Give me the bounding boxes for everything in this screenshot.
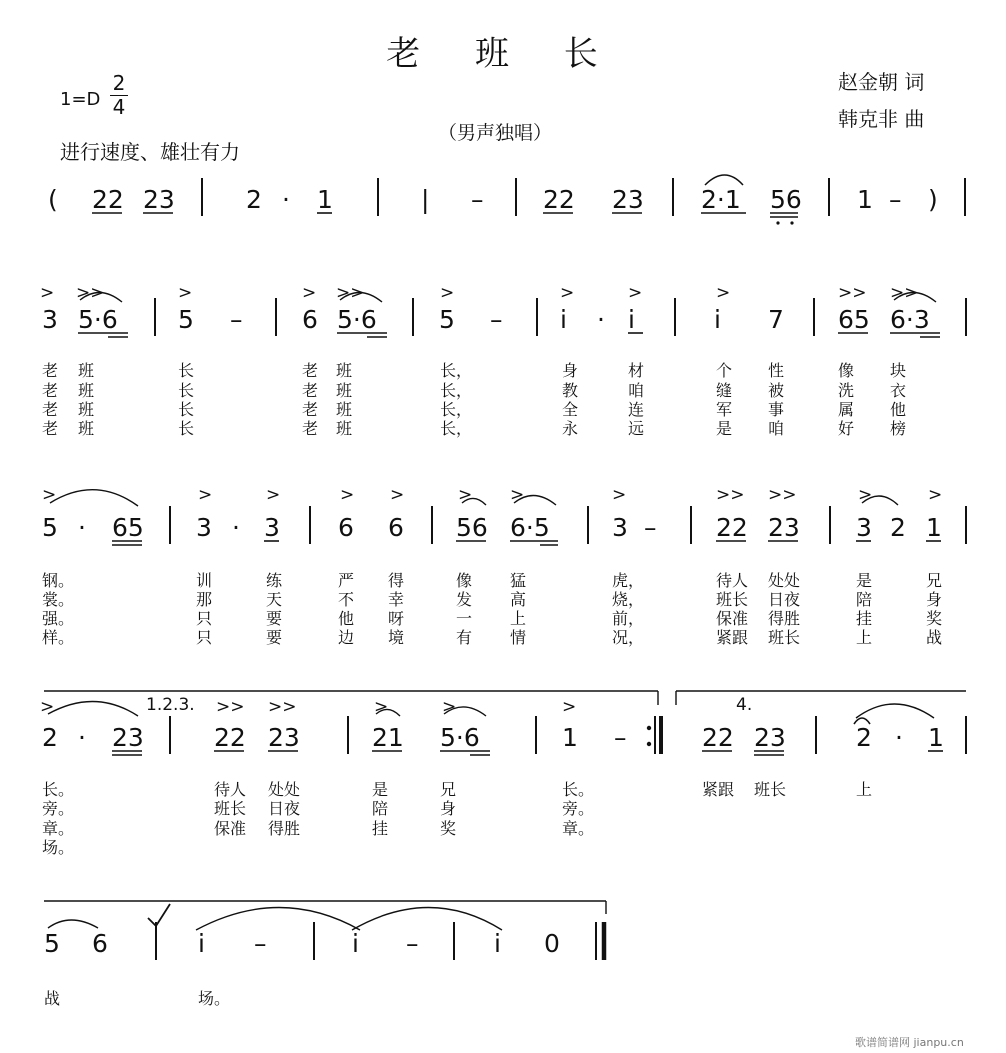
lyric-word: 得 bbox=[388, 571, 405, 590]
note: 22 bbox=[716, 513, 748, 542]
lyric-word: 永 bbox=[562, 419, 579, 438]
lyric-word: 老 bbox=[302, 361, 319, 380]
note: · bbox=[895, 723, 903, 752]
lyric-word: 身 bbox=[440, 799, 457, 818]
lyric-word: 身 bbox=[562, 361, 579, 380]
note: i bbox=[352, 929, 359, 958]
lyric-word: 咱 bbox=[768, 419, 785, 438]
lyric-word: 是 bbox=[372, 780, 389, 799]
note: 22 bbox=[702, 723, 734, 752]
lyrics-row-4 bbox=[42, 780, 872, 857]
lyric-word: 是 bbox=[856, 571, 873, 590]
note: 65 bbox=[838, 305, 870, 334]
note: 6 bbox=[338, 513, 354, 542]
note: | bbox=[421, 185, 430, 214]
lyric-word: 处处 bbox=[768, 571, 801, 590]
note: · bbox=[232, 513, 240, 542]
lyric-word: 班 bbox=[78, 381, 95, 400]
note: 3 bbox=[196, 513, 212, 542]
note: i bbox=[494, 929, 501, 958]
lyric-word: 得胜 bbox=[768, 609, 801, 628]
lyric-word: 长， bbox=[440, 361, 473, 380]
note: 56 bbox=[770, 185, 802, 214]
note: 2 bbox=[890, 513, 906, 542]
note: 23 bbox=[143, 185, 175, 214]
lyric-word: 他 bbox=[890, 400, 907, 419]
lyric-word: 烧， bbox=[612, 590, 645, 609]
tempo-marking: 进行速度、雄壮有力 bbox=[60, 140, 240, 164]
note: 5·6 bbox=[337, 305, 377, 334]
lyric-word: 训 bbox=[196, 571, 213, 590]
lyric-word: 样。 bbox=[42, 628, 75, 647]
lyric-word: 长， bbox=[440, 419, 473, 438]
lyric-word: 战 bbox=[44, 989, 61, 1008]
note: 5 bbox=[42, 513, 58, 542]
lyric-word: 一 bbox=[456, 609, 473, 628]
lyric-word: 只 bbox=[196, 628, 213, 647]
lyric-word: 长。 bbox=[562, 780, 595, 799]
lyric-word: 况， bbox=[612, 628, 645, 647]
song-title: 老 班 长 bbox=[386, 34, 620, 74]
lyric-word: 上 bbox=[510, 609, 527, 628]
lyric-word: 班 bbox=[336, 381, 353, 400]
accent-mark: > bbox=[340, 485, 355, 505]
lyric-word: 要 bbox=[266, 628, 283, 647]
note: 22 bbox=[214, 723, 246, 752]
lyric-word: 班长 bbox=[754, 780, 787, 799]
note: 3 bbox=[264, 513, 280, 542]
lyric-word: 猛 bbox=[510, 571, 527, 590]
key-signature: 1=D bbox=[60, 89, 101, 110]
accent-mark: > bbox=[562, 697, 577, 717]
lyric-word: 老 bbox=[302, 381, 319, 400]
note: 1 bbox=[562, 723, 578, 752]
note: i bbox=[628, 305, 635, 334]
watermark: 歌谱简谱网 jianpu.cn bbox=[855, 1036, 964, 1049]
accent-mark: > bbox=[266, 485, 281, 505]
note: 23 bbox=[112, 723, 144, 752]
lyrics-row-3 bbox=[42, 571, 942, 647]
lyric-word: 身 bbox=[926, 590, 943, 609]
note: 6 bbox=[302, 305, 318, 334]
lyric-word: 紧跟 bbox=[716, 628, 749, 647]
note: – bbox=[471, 185, 484, 214]
lyric-word: 日夜 bbox=[268, 799, 301, 818]
note: – bbox=[490, 305, 503, 334]
note: 1 bbox=[928, 723, 944, 752]
note: 23 bbox=[754, 723, 786, 752]
lyric-word: 洗 bbox=[838, 381, 855, 400]
lyric-word: 得胜 bbox=[268, 819, 301, 838]
note: · bbox=[597, 305, 605, 334]
note: 5·6 bbox=[78, 305, 118, 334]
lyric-word: 章。 bbox=[562, 819, 595, 838]
note: – bbox=[644, 513, 657, 542]
lyric-word: 挂 bbox=[856, 609, 873, 628]
lyric-word: 远 bbox=[628, 419, 645, 438]
staff-row-4 bbox=[40, 691, 966, 755]
lyricist-credit: 赵金朝 词 bbox=[838, 70, 925, 94]
note: – bbox=[614, 723, 627, 752]
lyric-word: 班长 bbox=[768, 628, 801, 647]
lyric-word: 班长 bbox=[716, 590, 749, 609]
lyric-word: 奖 bbox=[926, 609, 943, 628]
lyric-word: 班 bbox=[78, 361, 95, 380]
accent-mark: > bbox=[198, 485, 213, 505]
lyric-word: 发 bbox=[456, 590, 473, 609]
note: 65 bbox=[112, 513, 144, 542]
lyric-word: 日夜 bbox=[768, 590, 801, 609]
lyric-word: 战 bbox=[926, 628, 943, 647]
lyric-word: 场。 bbox=[42, 838, 75, 857]
lyric-word: 个 bbox=[716, 361, 733, 380]
lyric-word: 块 bbox=[890, 361, 907, 380]
volta-label: 1.2.3. bbox=[146, 695, 195, 715]
accent-mark: > bbox=[612, 485, 627, 505]
accent-mark: >> bbox=[336, 283, 365, 303]
note: 6 bbox=[92, 929, 108, 958]
lyric-word: 待人 bbox=[214, 780, 247, 799]
lyric-word: 兄 bbox=[440, 780, 457, 799]
lyric-word: 长 bbox=[178, 400, 195, 419]
lyric-word: 情 bbox=[510, 628, 527, 647]
lyric-word: 老 bbox=[42, 419, 59, 438]
accent-mark: > bbox=[178, 283, 193, 303]
note: · bbox=[78, 513, 86, 542]
lyric-word: 班 bbox=[336, 361, 353, 380]
lyric-word: 旁。 bbox=[42, 799, 75, 818]
accent-mark: > bbox=[302, 283, 317, 303]
lyric-word: 班 bbox=[336, 419, 353, 438]
lyric-word: 好 bbox=[838, 419, 855, 438]
lyric-word: 老 bbox=[302, 400, 319, 419]
note: 1 bbox=[317, 185, 333, 214]
lyric-word: 旁。 bbox=[562, 799, 595, 818]
accent-mark: > bbox=[440, 283, 455, 303]
lyric-word: 属 bbox=[838, 400, 855, 419]
lyric-word: 班 bbox=[78, 400, 95, 419]
lyric-word: 上 bbox=[856, 628, 873, 647]
note: 5 bbox=[178, 305, 194, 334]
lyric-word: 虎， bbox=[612, 571, 645, 590]
accent-mark: >> bbox=[216, 697, 245, 717]
accent-mark: >> bbox=[838, 283, 867, 303]
lyric-word: 材 bbox=[628, 361, 645, 380]
note: 1 bbox=[857, 185, 873, 214]
lyric-word: 班长 bbox=[214, 799, 247, 818]
lyrics-row-5 bbox=[44, 989, 230, 1008]
lyric-word: 保准 bbox=[214, 819, 247, 838]
lyric-word: 不 bbox=[338, 590, 355, 609]
accent-mark: > bbox=[858, 485, 873, 505]
note: 22 bbox=[92, 185, 124, 214]
lyric-word: 长， bbox=[440, 400, 473, 419]
lyric-word: 高 bbox=[510, 590, 527, 609]
time-signature-top: 2 bbox=[112, 71, 126, 95]
lyric-word: 处处 bbox=[268, 780, 301, 799]
note: 23 bbox=[268, 723, 300, 752]
lyric-word: 钢。 bbox=[42, 571, 75, 590]
lyric-word: 长 bbox=[178, 419, 195, 438]
note: 3 bbox=[856, 513, 872, 542]
lyrics-row-2 bbox=[42, 361, 906, 438]
lyric-word: 事 bbox=[768, 400, 785, 419]
lyric-word: 像 bbox=[456, 571, 473, 590]
note: 5 bbox=[44, 929, 60, 958]
accent-mark: >> bbox=[76, 283, 105, 303]
note: 2 bbox=[856, 723, 872, 752]
lyric-word: 场。 bbox=[198, 989, 231, 1008]
note: · bbox=[282, 185, 290, 214]
lyric-word: 被 bbox=[768, 381, 785, 400]
lyric-word: 长 bbox=[178, 361, 195, 380]
note: 1 bbox=[926, 513, 942, 542]
note: – bbox=[230, 305, 243, 334]
time-signature-bottom: 4 bbox=[112, 95, 126, 119]
lyric-word: 老 bbox=[42, 381, 59, 400]
accent-mark: > bbox=[510, 485, 525, 505]
note: 5 bbox=[439, 305, 455, 334]
lyric-word: 裳。 bbox=[42, 590, 75, 609]
breath-mark-icon bbox=[148, 904, 170, 926]
accent-mark: > bbox=[374, 697, 389, 717]
note: 21 bbox=[372, 723, 404, 752]
lyric-word: 只 bbox=[196, 609, 213, 628]
note: 0 bbox=[544, 929, 560, 958]
lyric-word: 前， bbox=[612, 609, 645, 628]
lyric-word: 上 bbox=[856, 780, 873, 799]
accent-mark: > bbox=[42, 485, 57, 505]
accent-mark: >> bbox=[716, 485, 745, 505]
note: 2·1 bbox=[701, 185, 741, 214]
lyric-word: 他 bbox=[338, 609, 355, 628]
lyric-word: 陪 bbox=[372, 799, 389, 818]
note: 6·5 bbox=[510, 513, 550, 542]
composer-credit: 韩克非 曲 bbox=[838, 107, 925, 131]
lyric-word: 天 bbox=[266, 590, 283, 609]
note: 2 bbox=[246, 185, 262, 214]
note: 7 bbox=[768, 305, 784, 334]
note: i bbox=[198, 929, 205, 958]
lyric-word: 强。 bbox=[42, 609, 75, 628]
staff-row-5 bbox=[44, 901, 606, 960]
lyric-word: 兄 bbox=[926, 571, 943, 590]
note: 23 bbox=[612, 185, 644, 214]
volta-label: 4. bbox=[736, 695, 753, 715]
accent-mark: >> bbox=[268, 697, 297, 717]
slur bbox=[705, 175, 743, 185]
lyric-word: 老 bbox=[42, 361, 59, 380]
lyric-word: 要 bbox=[266, 609, 283, 628]
note: · bbox=[78, 723, 86, 752]
note: 6 bbox=[388, 513, 404, 542]
lyric-word: 紧跟 bbox=[702, 780, 735, 799]
accent-mark: > bbox=[390, 485, 405, 505]
lyric-word: 老 bbox=[302, 419, 319, 438]
lyric-word: 缝 bbox=[716, 381, 733, 400]
lyric-word: 连 bbox=[628, 400, 645, 419]
lyric-word: 陪 bbox=[856, 590, 873, 609]
lyric-word: 挂 bbox=[372, 819, 389, 838]
lyric-word: 衣 bbox=[890, 381, 907, 400]
lyric-word: 榜 bbox=[890, 419, 907, 438]
lyric-word: 咱 bbox=[628, 381, 645, 400]
note: ) bbox=[928, 185, 938, 214]
lyric-word: 性 bbox=[768, 361, 785, 380]
lyric-word: 保准 bbox=[716, 609, 749, 628]
accent-mark: >> bbox=[768, 485, 797, 505]
accent-mark: >> bbox=[890, 283, 919, 303]
note: ( bbox=[48, 185, 58, 214]
accent-mark: > bbox=[560, 283, 575, 303]
lyric-word: 教 bbox=[562, 381, 579, 400]
note: 2 bbox=[42, 723, 58, 752]
lyric-word: 章。 bbox=[42, 819, 75, 838]
lyric-word: 像 bbox=[838, 361, 855, 380]
lyric-word: 班 bbox=[78, 419, 95, 438]
note: – bbox=[254, 929, 267, 958]
lyric-word: 全 bbox=[562, 400, 579, 419]
staff-row-1 bbox=[48, 175, 965, 225]
staff-row-3 bbox=[42, 485, 966, 545]
lyric-word: 奖 bbox=[440, 819, 457, 838]
note: 3 bbox=[42, 305, 58, 334]
staff-row-2 bbox=[40, 283, 966, 337]
performance-note: （男声独唱） bbox=[438, 122, 553, 144]
note: – bbox=[406, 929, 419, 958]
accent-mark: > bbox=[458, 485, 473, 505]
lyric-word: 那 bbox=[196, 590, 213, 609]
note: i bbox=[560, 305, 567, 334]
lyric-word: 长。 bbox=[42, 780, 75, 799]
note: i bbox=[714, 305, 721, 334]
lyric-word: 有 bbox=[456, 628, 473, 647]
note: 56 bbox=[456, 513, 488, 542]
lyric-word: 是 bbox=[716, 419, 733, 438]
lyric-word: 老 bbox=[42, 400, 59, 419]
lyric-word: 练 bbox=[266, 571, 283, 590]
lyric-word: 呀 bbox=[388, 609, 405, 628]
lyric-word: 长 bbox=[178, 381, 195, 400]
accent-mark: > bbox=[40, 283, 55, 303]
note: – bbox=[889, 185, 902, 214]
accent-mark: > bbox=[40, 697, 55, 717]
note: 23 bbox=[768, 513, 800, 542]
note: 5·6 bbox=[440, 723, 480, 752]
accent-mark: > bbox=[928, 485, 943, 505]
lyric-word: 边 bbox=[338, 628, 355, 647]
lyric-word: 待人 bbox=[716, 571, 749, 590]
note: 22 bbox=[543, 185, 575, 214]
accent-mark: > bbox=[442, 697, 457, 717]
lyric-word: 班 bbox=[336, 400, 353, 419]
lyric-word: 长， bbox=[440, 381, 473, 400]
accent-mark: > bbox=[628, 283, 643, 303]
accent-mark: > bbox=[716, 283, 731, 303]
note: 3 bbox=[612, 513, 628, 542]
lyric-word: 严 bbox=[338, 571, 355, 590]
lyric-word: 军 bbox=[716, 400, 733, 419]
note: 6·3 bbox=[890, 305, 930, 334]
lyric-word: 幸 bbox=[388, 590, 405, 609]
lyric-word: 境 bbox=[388, 628, 405, 647]
